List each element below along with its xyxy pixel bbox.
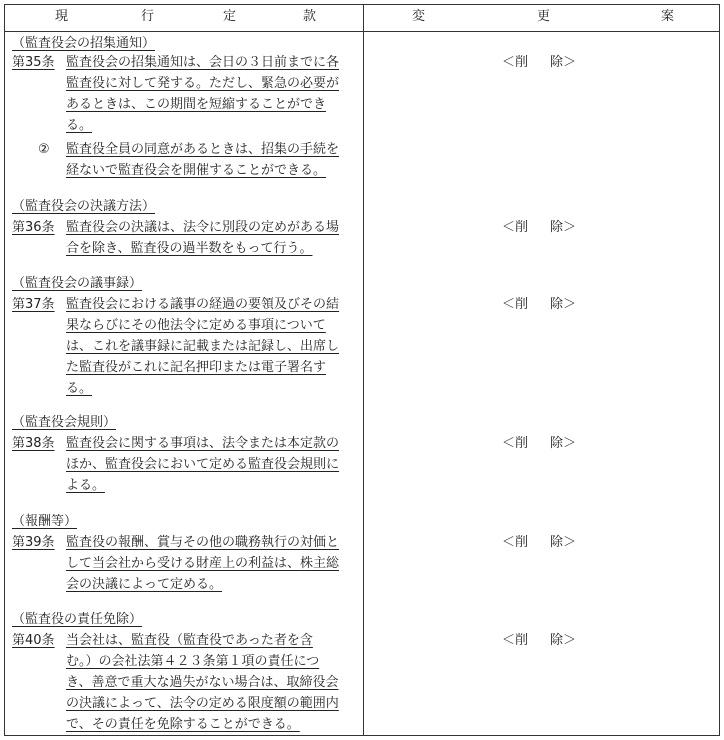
change-deleted: ＜削 除＞ <box>502 297 577 312</box>
change-deleted: ＜削 除＞ <box>502 220 577 235</box>
change-deleted: ＜削 除＞ <box>502 535 577 550</box>
paragraph-number: ② <box>38 142 50 157</box>
article-text-line: む。）の会社法第４２３条第１項の責任につ <box>66 654 320 669</box>
header-proposed-char-2: 更 <box>537 9 551 24</box>
article-text-line: 監査役会における議事の経過の要領及びその結 <box>66 297 340 312</box>
article-text-line: る。 <box>66 381 93 396</box>
paragraph-text-line: 経ないで監査役会を開催することができる。 <box>66 163 327 178</box>
header-current-char-4: 款 <box>303 9 317 24</box>
header-current-char-2: 行 <box>141 9 155 24</box>
header-current-char-3: 定 <box>223 9 237 24</box>
paragraph-text-line: 監査役全員の同意があるときは、招集の手続を <box>66 142 340 157</box>
table-header-row <box>5 5 719 32</box>
article-text-line: 会の決議によって定める。 <box>66 577 223 592</box>
article-text-line: は、これを議事録に記載または記録し、出席し <box>66 339 340 354</box>
section-heading: （監査役会の決議方法） <box>12 199 156 214</box>
change-deleted: ＜削 除＞ <box>502 436 577 451</box>
article-text-line: 監査役会の決議は、法令に別段の定めがある場 <box>66 220 340 235</box>
article-text-line: き、善意で重大な過失がない場合は、取締役会 <box>66 675 339 690</box>
article-text-line: の決議によって、法令の定める限度額の範囲内 <box>66 696 339 711</box>
header-current-char-1: 現 <box>55 9 69 24</box>
header-proposed-char-1: 変 <box>412 9 426 24</box>
article-text-line: 合を除き、監査役の過半数をもって行う。 <box>66 241 313 256</box>
change-deleted: ＜削 除＞ <box>502 633 577 648</box>
article-number: 第38条 <box>12 436 55 451</box>
header-proposed-char-3: 案 <box>661 9 675 24</box>
article-text-line: ほか、監査役会において定める監査役会規則に <box>66 457 340 472</box>
change-deleted: ＜削 除＞ <box>502 55 577 70</box>
section-heading: （報酬等） <box>12 514 78 529</box>
section-heading: （監査役会の議事録） <box>12 276 143 291</box>
article-number: 第37条 <box>12 297 55 312</box>
section-heading: （監査役会の招集通知） <box>12 36 156 51</box>
article-number: 第39条 <box>12 535 55 550</box>
article-text-line: で、その責任を免除することができる。 <box>66 717 300 732</box>
section-heading: （監査役の責任免除） <box>12 612 143 627</box>
article-text-line: あるときは、この期間を短縮することができ <box>66 97 327 112</box>
article-text-line: 監査役の報酬、賞与その他の職務執行の対価と <box>66 535 340 550</box>
article-text-line: る。 <box>66 118 93 133</box>
article-text-line: 当会社は、監査役（監査役であった者を含 <box>66 633 313 648</box>
column-divider <box>363 5 364 735</box>
article-number: 第35条 <box>12 55 55 70</box>
article-text-line: 監査役会に関する事項は、法令または本定款の <box>66 436 340 451</box>
article-text-line: 果ならびにその他法令に定める事項について <box>66 318 326 333</box>
article-text-line: た監査役がこれに記名押印または電子署名す <box>66 360 327 375</box>
article-text-line: して当会社から受ける財産上の利益は、株主総 <box>66 556 340 571</box>
article-number: 第36条 <box>12 220 55 235</box>
article-text-line: 監査役に対して発する。ただし、緊急の必要が <box>66 76 340 91</box>
section-heading: （監査役会規則） <box>12 415 117 430</box>
article-number: 第40条 <box>12 633 55 648</box>
article-text-line: 監査役会の招集通知は、会日の３日前までに各 <box>66 55 340 70</box>
article-text-line: よる。 <box>66 478 106 493</box>
